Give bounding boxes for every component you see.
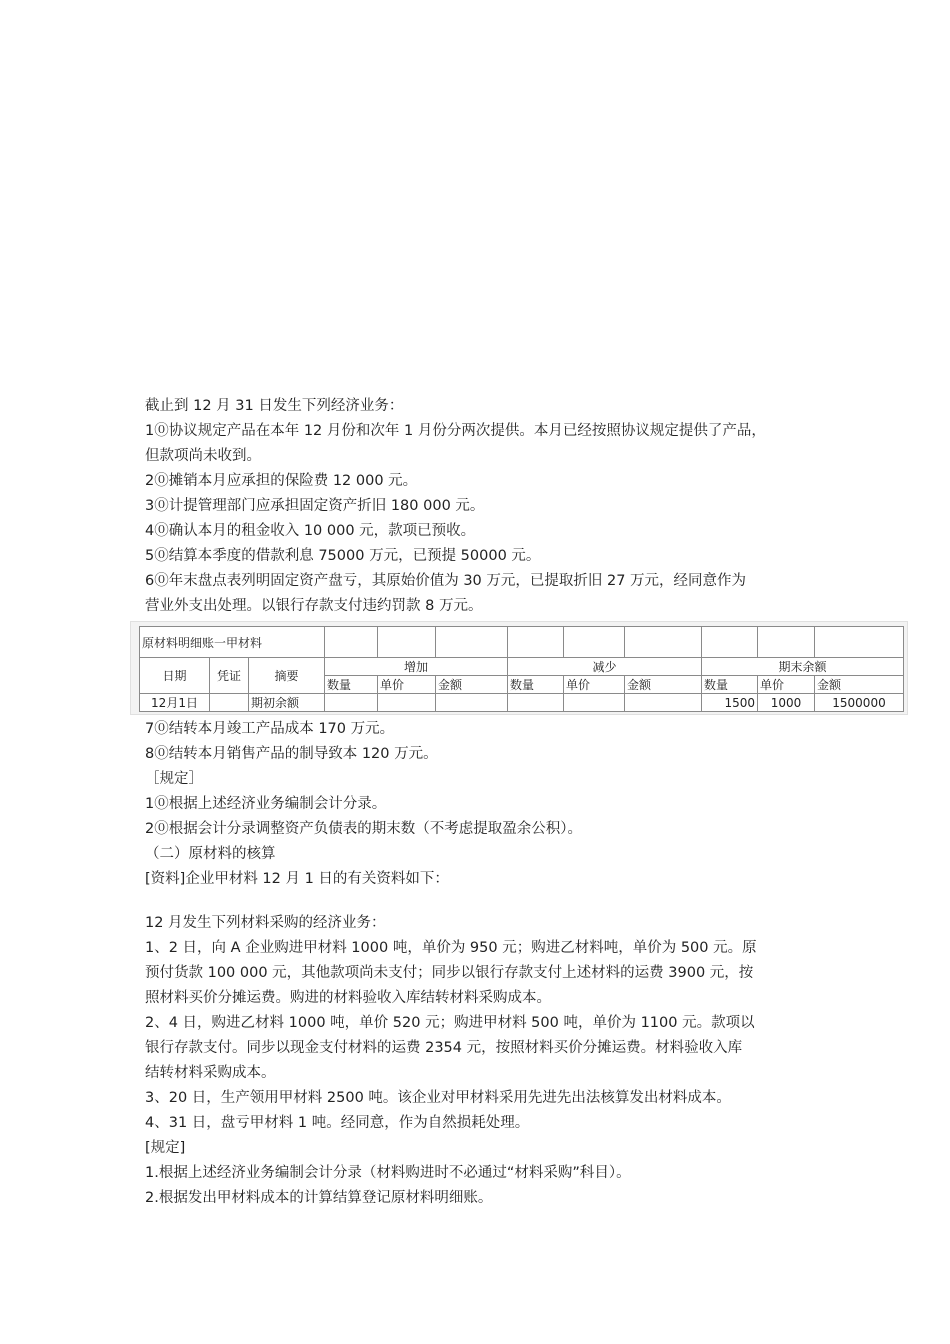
text-line: 1、2 日，向 A 企业购进甲材料 1000 吨，单价为 950 元；购进乙材料吨，单价为 500 元。原	[145, 940, 757, 956]
header-amount: 金额	[436, 676, 508, 694]
text-line: 但款项尚未收到。	[145, 448, 261, 464]
header-price: 单价	[378, 676, 436, 694]
section-heading: （二）原材料的核算	[145, 846, 276, 862]
text-line: 3、20 日，生产领用甲材料 2500 吨。该企业对甲材料采用先进先出法核算发出材料成本。	[145, 1090, 731, 1106]
header-ending-balance: 期末余额	[702, 658, 904, 676]
text-line: 营业外支出处理。以银行存款支付违约罚款 8 万元。	[145, 598, 483, 614]
text-line: [资料]企业甲材料 12 月 1 日的有关资料如下：	[145, 871, 449, 887]
text-line: 4、31 日，盘亏甲材料 1 吨。经同意，作为自然损耗处理。	[145, 1115, 530, 1131]
text-line: 2⓪摊销本月应承担的保险费 12 000 元。	[145, 473, 418, 489]
header-voucher: 凭证	[210, 658, 249, 694]
text-line: [规定]	[145, 1140, 186, 1156]
row-ending-qty: 1500	[702, 694, 758, 712]
header-amount: 金额	[625, 676, 702, 694]
header-qty: 数量	[325, 676, 378, 694]
text-line: 结转材料采购成本。	[145, 1065, 276, 1081]
requirements-section	[145, 717, 825, 892]
header-qty: 数量	[702, 676, 758, 694]
text-line: 5⓪结算本季度的借款利息 75000 万元，已预提 50000 元。	[145, 548, 541, 564]
purchase-section	[145, 911, 825, 1211]
text-line: 1⓪根据上述经济业务编制会计分录。	[145, 796, 387, 812]
material-ledger-table	[139, 626, 904, 712]
row-date: 12月1日	[140, 694, 210, 712]
text-line: 3⓪计提管理部门应承担固定资产折旧 180 000 元。	[145, 498, 485, 514]
text-line: 预付货款 100 000 元，其他款项尚未支付；同步以银行存款支付上述材料的运费 3900 元，按	[145, 965, 754, 981]
ledger-image	[130, 621, 908, 715]
text-line: 银行存款支付。同步以现金支付材料的运费 2354 元，按照材料买价分摊运费。材料验收入库	[145, 1040, 743, 1056]
header-date: 日期	[140, 658, 210, 694]
row-ending-price: 1000	[758, 694, 815, 712]
text-line: 照材料买价分摊运费。购进的材料验收入库结转材料采购成本。	[145, 990, 551, 1006]
business-items-section	[145, 394, 825, 619]
text-line: 4⓪确认本月的租金收入 10 000 元，款项已预收。	[145, 523, 476, 539]
header-increase: 增加	[325, 658, 508, 676]
header-amount: 金额	[815, 676, 904, 694]
header-decrease: 减少	[508, 658, 702, 676]
table-row	[140, 694, 904, 712]
text-line: 2.根据发出甲材料成本的计算结算登记原材料明细账。	[145, 1190, 493, 1206]
row-voucher	[210, 694, 249, 712]
row-summary: 期初余额	[249, 694, 325, 712]
header-summary: 摘要	[249, 658, 325, 694]
header-price: 单价	[758, 676, 815, 694]
text-line: 2⓪根据会计分录调整资产负债表的期末数（不考虑提取盈余公积）。	[145, 821, 582, 837]
text-line: 12 月发生下列材料采购的经济业务：	[145, 915, 386, 931]
header-price: 单价	[564, 676, 625, 694]
text-line: 2、4 日，购进乙材料 1000 吨，单价 520 元；购进甲材料 500 吨，单价为 1100 元。款项以	[145, 1015, 755, 1031]
header-qty: 数量	[508, 676, 564, 694]
ledger-title-row	[140, 627, 904, 658]
text-line: 7⓪结转本月竣工产品成本 170 万元。	[145, 721, 395, 737]
row-ending-amount: 1500000	[815, 694, 904, 712]
text-line: 1⓪协议规定产品在本年 12 月份和次年 1 月份分两次提供。本月已经按照协议规定提供了产品，	[145, 423, 766, 439]
text-line: ［规定］	[145, 771, 203, 787]
ledger-header-row	[140, 658, 904, 676]
text-line: 6⓪年末盘点表列明固定资产盘亏，其原始价值为 30 万元，已提取折旧 27 万元，经同意作为	[145, 573, 747, 589]
text-line: 1.根据上述经济业务编制会计分录（材料购进时不必通过“材料采购”科目）。	[145, 1165, 631, 1181]
ledger-title: 原材料明细账一甲材料	[140, 627, 325, 658]
text-line: 截止到 12 月 31 日发生下列经济业务：	[145, 398, 404, 414]
text-line: 8⓪结转本月销售产品的制导致本 120 万元。	[145, 746, 438, 762]
